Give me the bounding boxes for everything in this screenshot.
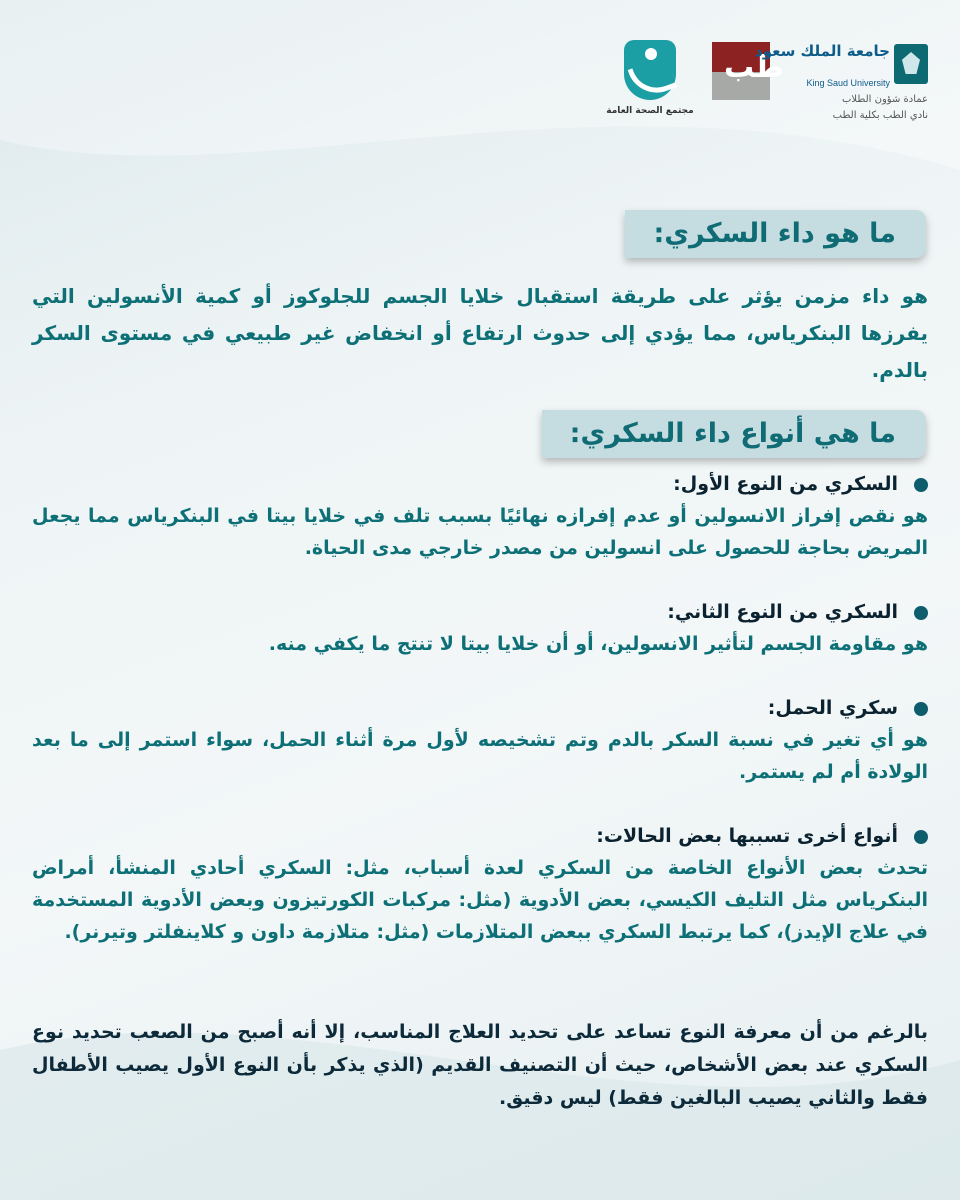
type-description: هو نقص إفراز الانسولين أو عدم إفرازه نهائيًا بسبب تلف في خلايا بيتا في البنكرياس مما يجعل المريض بحاجة للحصول على انسولين من مصدر خارجي مدى الحياة. [32, 505, 928, 559]
bullet-icon [914, 702, 928, 716]
palm-emblem-icon [894, 44, 928, 84]
tibb-glyph: طب [724, 50, 785, 85]
ksu-club: نادي الطب بكلية الطب [832, 110, 928, 121]
ksu-deanship: عمادة شؤون الطلاب [842, 94, 928, 105]
logos-header [600, 38, 940, 138]
type-heading: السكري من النوع الثاني: [667, 601, 898, 623]
type-description: هو مقاومة الجسم لتأثير الانسولين، أو أن خلايا بيتا لا تنتج ما يكفي منه. [268, 633, 928, 655]
definition-paragraph: هو داء مزمن يؤثر على طريقة استقبال خلايا الجسم للجلوكوز أو كمية الأنسولين التي يفرزها البنكرياس، مما يؤدي إلى حدوث ارتفاع أو انخفاض غير طبيعي في مستوى السكر بالدم. [32, 284, 928, 382]
ksu-arabic-name: جامعة الملك سعود [755, 42, 890, 60]
person-head-icon [645, 48, 657, 60]
public-health-community-logo [606, 38, 694, 134]
type-description: هو أي تغير في نسبة السكر بالدم وتم تشخيصه لأول مرة أثناء الحمل، سواء استمر إلى ما بعد الولادة أم لم يستمر. [32, 729, 928, 783]
type-heading: السكري من النوع الأول: [673, 473, 898, 495]
ksu-english-name: King Saud University [806, 78, 890, 88]
section-title-what-is-diabetes: ما هو داء السكري: [625, 210, 926, 258]
ksu-logo [755, 38, 932, 138]
phc-label: مجتمع الصحة العامة [606, 106, 694, 116]
type-heading: أنواع أخرى تسببها بعض الحالات: [596, 825, 898, 847]
bullet-icon [914, 478, 928, 492]
bullet-icon [914, 606, 928, 620]
type-description: تحدث بعض الأنواع الخاصة من السكري لعدة أسباب، مثل: السكري أحادي المنشأ، أمراض البنكرياس مثل التليف الكيسي، بعض الأدوية (مثل: مركبات الكورتيزون وبعض الأدوية المستخدمة في علاج الإيدز)، كما يرتبط السكري ببعض المتلازمات (مثل: متلازمة داون و كلاينفلتر وتيرنر). [32, 857, 928, 943]
type-heading: سكري الحمل: [767, 697, 898, 719]
bullet-icon [914, 830, 928, 844]
section-title-diabetes-types: ما هي أنواع داء السكري: [542, 410, 926, 458]
closing-paragraph: بالرغم من أن معرفة النوع تساعد على تحديد العلاج المناسب، إلا أنه أصبح من الصعب تحديد نوع السكري عند بعض الأشخاص، حيث أن التصنيف القديم (الذي يذكر بأن النوع الأول يصيب الأطفال فقط والثاني يصيب البالغين فقط) ليس دقيق. [32, 1021, 928, 1109]
